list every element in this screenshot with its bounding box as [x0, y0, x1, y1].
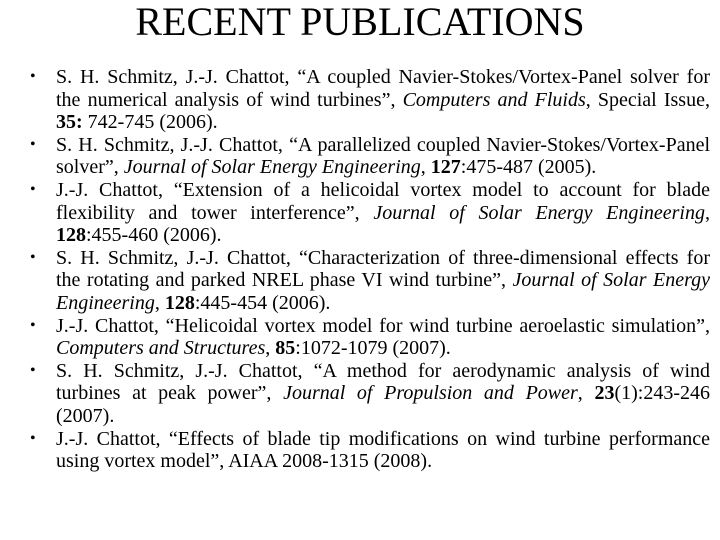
publication-venue: Computers and Structures	[56, 337, 266, 360]
publication-venue: Journal of Solar Energy Engineering	[373, 201, 705, 224]
publication-venue: Journal of Solar Energy Engineering	[56, 269, 711, 314]
publication-authors: J.-J. Chattot,	[56, 427, 169, 450]
publication-venue-suffix: ,	[577, 382, 595, 405]
publication-venue-suffix: ,	[705, 201, 710, 224]
publication-volume: 23	[594, 382, 615, 405]
publication-venue: Journal of Propulsion and Power	[283, 382, 578, 405]
publication-volume: 85	[275, 337, 296, 360]
publication-volume: 128	[164, 291, 195, 314]
publication-venue-suffix: ,	[420, 156, 431, 179]
bullet-icon: •	[30, 429, 36, 447]
publication-title: “A method for aerodynamic analysis of wind turbines at peak power”,	[56, 359, 710, 405]
publication-pages: :475-487 (2005).	[460, 156, 597, 179]
publication-title: “A parallelized coupled Navier-Stokes/Vortex-Panel solver”,	[56, 133, 711, 179]
bullet-icon: •	[30, 135, 36, 153]
publication-pages: 742-745 (2006).	[82, 111, 218, 134]
publication-volume: 127	[430, 156, 461, 179]
publication-item	[0, 360, 720, 428]
publication-venue-suffix: ,	[265, 337, 276, 360]
publication-venue: Journal of Solar Energy Engineering	[123, 156, 421, 179]
publication-title: “Effects of blade tip modifications on wind turbine performance using vortex model”, AIAA 2008-1315 (2008).	[56, 427, 711, 473]
bullet-icon: •	[30, 180, 36, 198]
publication-item	[0, 134, 720, 179]
publication-item	[0, 315, 720, 360]
publication-title: “Helicoidal vortex model for wind turbine aeroelastic simulation”,	[165, 314, 710, 337]
publication-venue-suffix: , Special Issue,	[585, 88, 710, 111]
publication-item	[0, 66, 720, 134]
publication-venue: Computers and Fluids	[402, 88, 586, 111]
publication-venue-suffix: ,	[154, 291, 165, 314]
publication-authors: S. H. Schmitz, J.-J. Chattot,	[56, 246, 300, 269]
publication-pages: :1072-1079 (2007).	[295, 337, 451, 360]
publication-authors: S. H. Schmitz, J.-J. Chattot,	[56, 66, 298, 88]
publication-pages: (1):243-246 (2007).	[56, 382, 710, 427]
publication-pages: :455-460 (2006).	[86, 224, 222, 247]
bullet-icon: •	[30, 316, 36, 334]
publication-volume: 128	[56, 224, 86, 247]
publication-authors: S. H. Schmitz, J.-J. Chattot,	[56, 359, 314, 382]
publication-title: “Characterization of three-dimensional effects for the rotating and parked NREL phase VI wind turbine”,	[56, 246, 710, 292]
publication-authors: J.-J. Chattot,	[56, 178, 174, 201]
slide-title: RECENT PUBLICATIONS	[135, 0, 585, 44]
publication-pages: :445-454 (2006).	[194, 291, 331, 314]
publication-volume: 35:	[56, 111, 83, 134]
bullet-icon: •	[30, 248, 36, 266]
publication-authors: S. H. Schmitz, J.-J. Chattot,	[56, 133, 290, 156]
publication-item	[0, 179, 720, 247]
bullet-icon: •	[30, 68, 36, 85]
publication-item	[0, 428, 720, 473]
publication-title: “A coupled Navier-Stokes/Vortex-Panel solver for the numerical analysis of wind turbines”,	[56, 66, 710, 111]
publication-item	[0, 247, 720, 315]
publication-title: “Extension of a helicoidal vortex model to account for blade flexibility and tower interference”,	[56, 178, 710, 224]
publication-authors: J.-J. Chattot,	[56, 314, 166, 337]
bullet-icon: •	[30, 361, 36, 379]
publication-list	[0, 66, 720, 473]
